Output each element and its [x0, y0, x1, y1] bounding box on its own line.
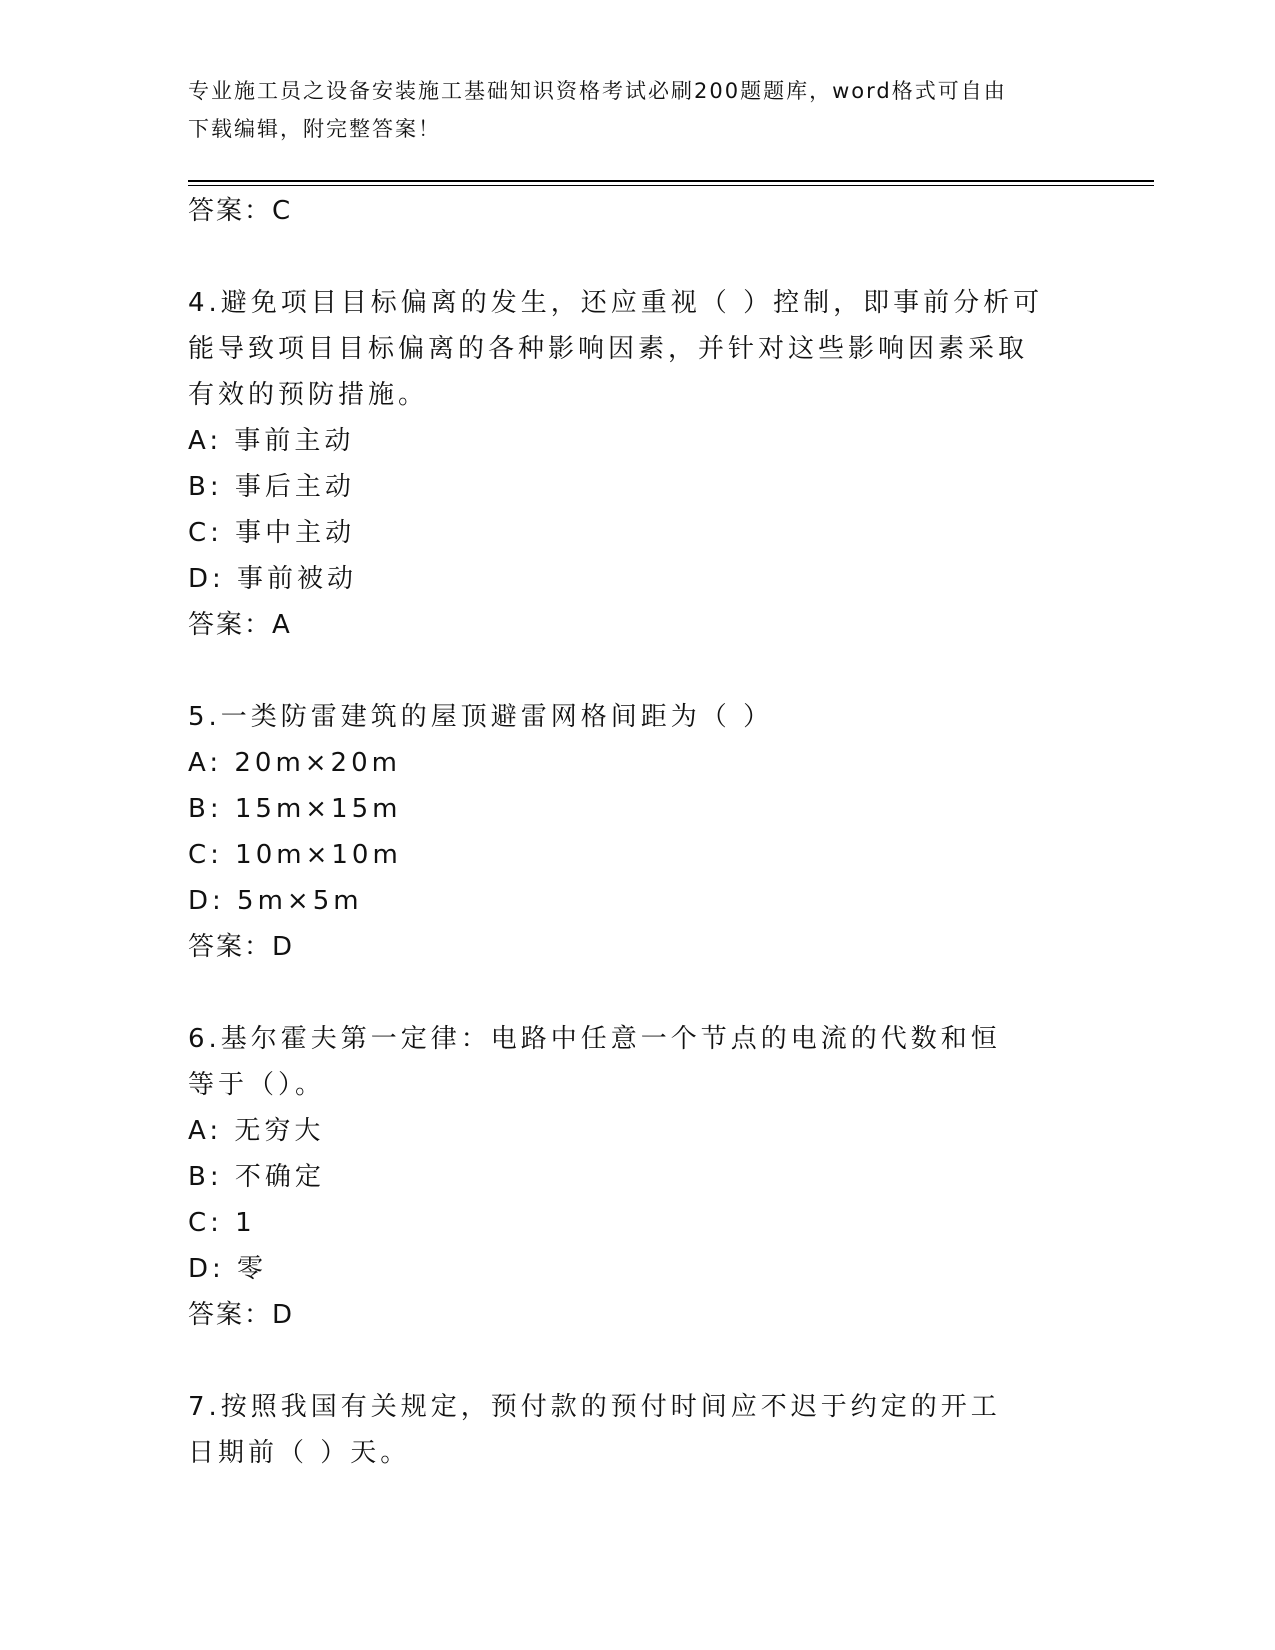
- spacer: [188, 648, 1088, 694]
- document-header: [188, 72, 1088, 148]
- question-block: [188, 1384, 1088, 1476]
- option-a: A: 事前主动: [188, 426, 355, 456]
- answer-line: 答案：A: [188, 610, 292, 640]
- question-text: 4.避免项目目标偏离的发生，还应重视（ ）控制，即事前分析可能导致项目目标偏离的各种影响因素，并针对这些影响因素采取有效的预防措施。: [188, 288, 1044, 410]
- option-c: C: 事中主动: [188, 518, 356, 548]
- option-b: B: 不确定: [188, 1162, 325, 1192]
- question-block: [188, 694, 1088, 970]
- option-a: A: 20m×20m: [188, 748, 401, 778]
- question-text: 5.一类防雷建筑的屋顶避雷网格间距为（ ）: [188, 702, 774, 732]
- spacer: [188, 234, 1088, 280]
- header-line-2: 下载编辑，附完整答案！: [188, 117, 441, 141]
- question-text: 6.基尔霍夫第一定律：电路中任意一个节点的电流的代数和恒等于（）。: [188, 1024, 1001, 1100]
- answer-line: 答案：D: [188, 1300, 295, 1330]
- question-block: [188, 280, 1088, 648]
- answer-line: 答案：C: [188, 196, 293, 226]
- header-rule-thick: [188, 180, 1154, 182]
- option-d: D: 零: [188, 1254, 268, 1284]
- option-d: D: 事前被动: [188, 564, 358, 594]
- option-a: A: 无穷大: [188, 1116, 325, 1146]
- option-c: C: 10m×10m: [188, 840, 402, 870]
- question-block: [188, 1016, 1088, 1338]
- header-rule-thin: [188, 185, 1154, 186]
- option-c: C: 1: [188, 1208, 256, 1238]
- header-line-1: 专业施工员之设备安装施工基础知识资格考试必刷200题题库，word格式可自由: [188, 79, 1007, 103]
- document-body: [188, 188, 1088, 1476]
- spacer: [188, 970, 1088, 1016]
- option-b: B: 事后主动: [188, 472, 355, 502]
- answer-line: 答案：D: [188, 932, 295, 962]
- question-text: 7.按照我国有关规定，预付款的预付时间应不迟于约定的开工日期前（ ）天。: [188, 1392, 1001, 1468]
- option-d: D: 5m×5m: [188, 886, 363, 916]
- spacer: [188, 1338, 1088, 1384]
- option-b: B: 15m×15m: [188, 794, 402, 824]
